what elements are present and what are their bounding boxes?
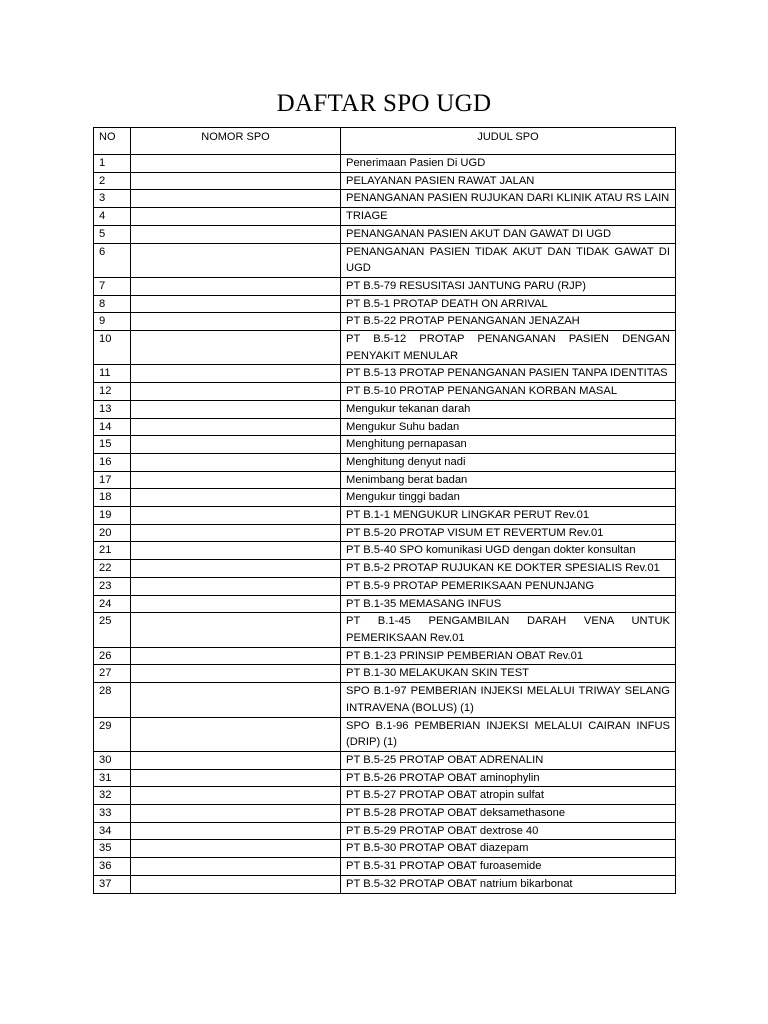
cell-no: 32 xyxy=(94,787,131,805)
cell-no: 18 xyxy=(94,489,131,507)
table-header xyxy=(94,128,676,155)
table-row xyxy=(94,595,676,613)
cell-judul-spo: Menghitung denyut nadi xyxy=(341,453,676,471)
cell-nomor-spo xyxy=(131,683,341,717)
cell-no: 11 xyxy=(94,365,131,383)
cell-nomor-spo xyxy=(131,277,341,295)
cell-judul-spo: Mengukur tekanan darah xyxy=(341,400,676,418)
table-row xyxy=(94,665,676,683)
cell-nomor-spo xyxy=(131,190,341,208)
cell-judul-spo: PT B.5-13 PROTAP PENANGANAN PASIEN TANPA IDENTITAS xyxy=(341,365,676,383)
cell-no: 8 xyxy=(94,295,131,313)
cell-judul-spo: PT B.5-20 PROTAP VISUM ET REVERTUM Rev.01 xyxy=(341,524,676,542)
cell-judul-spo: SPO B.1-97 PEMBERIAN INJEKSI MELALUI TRIWAY SELANG INTRAVENA (BOLUS) (1) xyxy=(341,683,676,717)
table-row xyxy=(94,155,676,173)
table-row xyxy=(94,471,676,489)
cell-nomor-spo xyxy=(131,595,341,613)
cell-nomor-spo xyxy=(131,858,341,876)
cell-no: 17 xyxy=(94,471,131,489)
page-title: DAFTAR SPO UGD xyxy=(276,90,492,117)
cell-nomor-spo xyxy=(131,875,341,893)
table-row xyxy=(94,190,676,208)
table-row xyxy=(94,805,676,823)
cell-judul-spo: PT B.5-22 PROTAP PENANGANAN JENAZAH xyxy=(341,313,676,331)
cell-nomor-spo xyxy=(131,542,341,560)
cell-no: 23 xyxy=(94,577,131,595)
table-row xyxy=(94,277,676,295)
cell-judul-spo: PT B.1-23 PRINSIP PEMBERIAN OBAT Rev.01 xyxy=(341,647,676,665)
cell-judul-spo: PELAYANAN PASIEN RAWAT JALAN xyxy=(341,172,676,190)
cell-no: 27 xyxy=(94,665,131,683)
cell-no: 36 xyxy=(94,858,131,876)
cell-nomor-spo xyxy=(131,822,341,840)
cell-nomor-spo xyxy=(131,769,341,787)
table-row xyxy=(94,542,676,560)
table-row xyxy=(94,717,676,751)
cell-no: 15 xyxy=(94,436,131,454)
cell-no: 30 xyxy=(94,751,131,769)
table-row xyxy=(94,295,676,313)
table-row xyxy=(94,243,676,277)
cell-no: 6 xyxy=(94,243,131,277)
cell-no: 20 xyxy=(94,524,131,542)
cell-nomor-spo xyxy=(131,524,341,542)
cell-nomor-spo xyxy=(131,453,341,471)
cell-no: 34 xyxy=(94,822,131,840)
cell-no: 12 xyxy=(94,383,131,401)
cell-judul-spo: Menimbang berat badan xyxy=(341,471,676,489)
cell-nomor-spo xyxy=(131,172,341,190)
table-row xyxy=(94,489,676,507)
table-row xyxy=(94,331,676,365)
cell-nomor-spo xyxy=(131,507,341,525)
table-row xyxy=(94,647,676,665)
table-row xyxy=(94,436,676,454)
cell-judul-spo: PT B.5-27 PROTAP OBAT atropin sulfat xyxy=(341,787,676,805)
cell-nomor-spo xyxy=(131,647,341,665)
cell-nomor-spo xyxy=(131,365,341,383)
cell-judul-spo: PT B.5-26 PROTAP OBAT aminophylin xyxy=(341,769,676,787)
cell-judul-spo: PT B.5-40 SPO komunikasi UGD dengan dokter konsultan xyxy=(341,542,676,560)
cell-no: 10 xyxy=(94,331,131,365)
cell-no: 22 xyxy=(94,560,131,578)
cell-no: 14 xyxy=(94,418,131,436)
table-row xyxy=(94,751,676,769)
cell-no: 24 xyxy=(94,595,131,613)
table-row xyxy=(94,172,676,190)
cell-nomor-spo xyxy=(131,577,341,595)
table-row xyxy=(94,787,676,805)
cell-no: 35 xyxy=(94,840,131,858)
table-row xyxy=(94,613,676,647)
table-row xyxy=(94,453,676,471)
column-header-judul-spo: JUDUL SPO xyxy=(341,128,676,155)
cell-judul-spo: PT B.5-1 PROTAP DEATH ON ARRIVAL xyxy=(341,295,676,313)
cell-judul-spo: Mengukur tinggi badan xyxy=(341,489,676,507)
cell-judul-spo: PT B.5-28 PROTAP OBAT deksamethasone xyxy=(341,805,676,823)
cell-no: 4 xyxy=(94,208,131,226)
cell-nomor-spo xyxy=(131,418,341,436)
cell-no: 26 xyxy=(94,647,131,665)
cell-judul-spo: PT B.5-25 PROTAP OBAT ADRENALIN xyxy=(341,751,676,769)
cell-nomor-spo xyxy=(131,717,341,751)
cell-nomor-spo xyxy=(131,225,341,243)
table-row xyxy=(94,400,676,418)
cell-no: 33 xyxy=(94,805,131,823)
cell-nomor-spo xyxy=(131,383,341,401)
cell-nomor-spo xyxy=(131,436,341,454)
cell-nomor-spo xyxy=(131,787,341,805)
table-row xyxy=(94,683,676,717)
cell-nomor-spo xyxy=(131,331,341,365)
cell-no: 31 xyxy=(94,769,131,787)
cell-nomor-spo xyxy=(131,840,341,858)
cell-judul-spo: PT B.5-31 PROTAP OBAT furoasemide xyxy=(341,858,676,876)
cell-judul-spo: PT B.5-10 PROTAP PENANGANAN KORBAN MASAL xyxy=(341,383,676,401)
cell-no: 37 xyxy=(94,875,131,893)
cell-judul-spo: PT B.5-32 PROTAP OBAT natrium bikarbonat xyxy=(341,875,676,893)
cell-judul-spo: PT B.1-30 MELAKUKAN SKIN TEST xyxy=(341,665,676,683)
table-header-row xyxy=(94,128,676,155)
cell-judul-spo: Menghitung pernapasan xyxy=(341,436,676,454)
table-row xyxy=(94,822,676,840)
cell-nomor-spo xyxy=(131,489,341,507)
cell-no: 19 xyxy=(94,507,131,525)
table-row xyxy=(94,840,676,858)
table-row xyxy=(94,875,676,893)
table-row xyxy=(94,208,676,226)
cell-nomor-spo xyxy=(131,665,341,683)
table-row xyxy=(94,365,676,383)
table-row xyxy=(94,225,676,243)
cell-no: 16 xyxy=(94,453,131,471)
cell-nomor-spo xyxy=(131,155,341,173)
cell-nomor-spo xyxy=(131,613,341,647)
cell-nomor-spo xyxy=(131,560,341,578)
cell-no: 1 xyxy=(94,155,131,173)
cell-judul-spo: Penerimaan Pasien Di UGD xyxy=(341,155,676,173)
cell-no: 28 xyxy=(94,683,131,717)
table-row xyxy=(94,577,676,595)
cell-no: 13 xyxy=(94,400,131,418)
cell-nomor-spo xyxy=(131,751,341,769)
cell-judul-spo: PT B.5-9 PROTAP PEMERIKSAAN PENUNJANG xyxy=(341,577,676,595)
cell-no: 3 xyxy=(94,190,131,208)
cell-judul-spo: PT B.5-12 PROTAP PENANGANAN PASIEN DENGAN PENYAKIT MENULAR xyxy=(341,331,676,365)
cell-nomor-spo xyxy=(131,243,341,277)
cell-nomor-spo xyxy=(131,208,341,226)
cell-judul-spo: PT B.1-45 PENGAMBILAN DARAH VENA UNTUK PEMERIKSAAN Rev.01 xyxy=(341,613,676,647)
table-body xyxy=(94,155,676,894)
cell-judul-spo: PT B.1-35 MEMASANG INFUS xyxy=(341,595,676,613)
table-row xyxy=(94,313,676,331)
cell-judul-spo: PT B.1-1 MENGUKUR LINGKAR PERUT Rev.01 xyxy=(341,507,676,525)
cell-judul-spo: TRIAGE xyxy=(341,208,676,226)
spo-table xyxy=(93,127,676,894)
table-row xyxy=(94,560,676,578)
cell-nomor-spo xyxy=(131,295,341,313)
table-row xyxy=(94,507,676,525)
cell-judul-spo: PT B.5-2 PROTAP RUJUKAN KE DOKTER SPESIALIS Rev.01 xyxy=(341,560,676,578)
cell-judul-spo: PT B.5-30 PROTAP OBAT diazepam xyxy=(341,840,676,858)
cell-no: 2 xyxy=(94,172,131,190)
cell-no: 5 xyxy=(94,225,131,243)
cell-no: 21 xyxy=(94,542,131,560)
cell-judul-spo: PT B.5-79 RESUSITASI JANTUNG PARU (RJP) xyxy=(341,277,676,295)
cell-no: 9 xyxy=(94,313,131,331)
table-row xyxy=(94,858,676,876)
cell-nomor-spo xyxy=(131,313,341,331)
cell-nomor-spo xyxy=(131,471,341,489)
column-header-no: NO xyxy=(94,128,131,155)
cell-judul-spo: PENANGANAN PASIEN RUJUKAN DARI KLINIK ATAU RS LAIN xyxy=(341,190,676,208)
table-row xyxy=(94,418,676,436)
cell-no: 25 xyxy=(94,613,131,647)
cell-judul-spo: SPO B.1-96 PEMBERIAN INJEKSI MELALUI CAIRAN INFUS (DRIP) (1) xyxy=(341,717,676,751)
cell-no: 29 xyxy=(94,717,131,751)
cell-judul-spo: Mengukur Suhu badan xyxy=(341,418,676,436)
cell-no: 7 xyxy=(94,277,131,295)
table-row xyxy=(94,769,676,787)
cell-judul-spo: PENANGANAN PASIEN TIDAK AKUT DAN TIDAK GAWAT DI UGD xyxy=(341,243,676,277)
table-row xyxy=(94,524,676,542)
column-header-nomor-spo: NOMOR SPO xyxy=(131,128,341,155)
cell-judul-spo: PENANGANAN PASIEN AKUT DAN GAWAT DI UGD xyxy=(341,225,676,243)
cell-judul-spo: PT B.5-29 PROTAP OBAT dextrose 40 xyxy=(341,822,676,840)
table-row xyxy=(94,383,676,401)
cell-nomor-spo xyxy=(131,805,341,823)
cell-nomor-spo xyxy=(131,400,341,418)
